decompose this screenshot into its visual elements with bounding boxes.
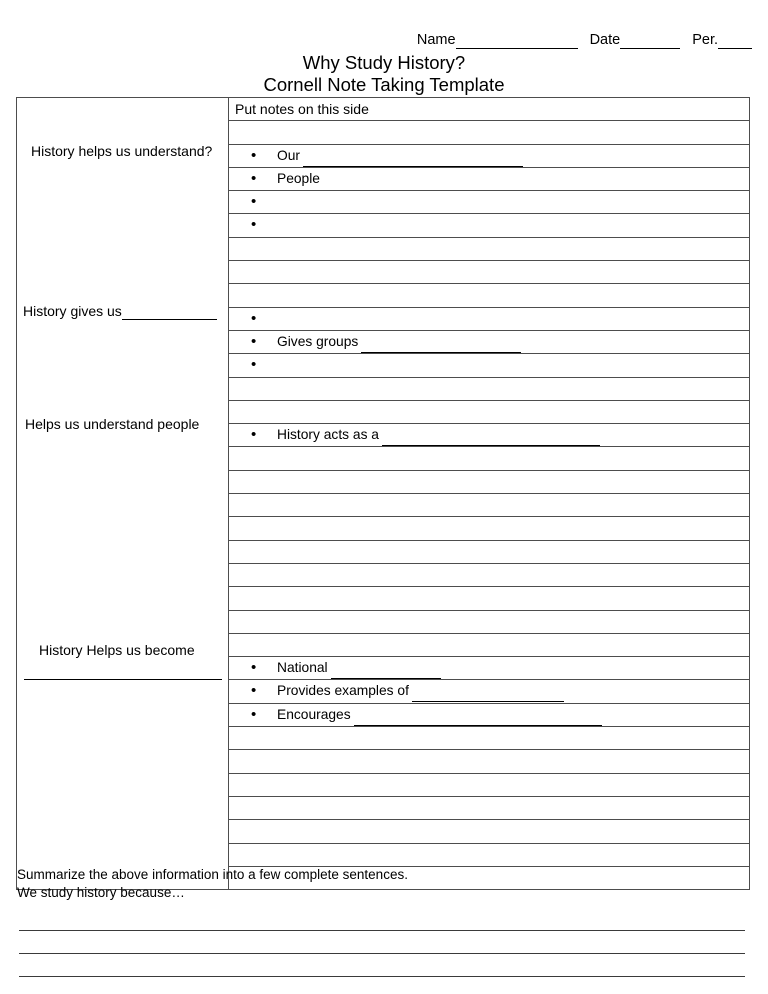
notes-row-bullet[interactable] — [229, 330, 750, 353]
bullet-blank-rule[interactable] — [382, 434, 600, 446]
notes-row-blank[interactable] — [229, 796, 750, 819]
page-subtitle: Cornell Note Taking Template — [263, 74, 505, 95]
name-input-rule[interactable] — [456, 36, 578, 49]
page-title: Why Study History? — [302, 52, 466, 73]
period-input-rule[interactable] — [718, 36, 752, 49]
bullet-text: Our — [277, 145, 523, 167]
notes-row-blank[interactable] — [229, 400, 750, 423]
bullet-icon: • — [251, 169, 257, 187]
notes-row-blank[interactable] — [229, 447, 750, 470]
notes-row-bullet[interactable] — [229, 167, 750, 190]
notes-row-bullet[interactable] — [229, 354, 750, 377]
bullet-text: National — [277, 657, 441, 679]
bullet-text: Encourages — [277, 704, 602, 726]
period-field-label: Per. — [692, 32, 718, 48]
notes-row-blank[interactable] — [229, 261, 750, 284]
notes-row-blank[interactable] — [229, 587, 750, 610]
bullet-icon: • — [251, 216, 257, 234]
notes-row-blank[interactable] — [229, 470, 750, 493]
notes-row-blank[interactable] — [229, 610, 750, 633]
bullet-blank-rule[interactable] — [361, 341, 521, 353]
summary-prompt: We study history because… — [17, 884, 185, 900]
summary-instruction: Summarize the above information into a few complete sentences. — [17, 867, 408, 882]
notes-row-blank[interactable] — [229, 563, 750, 586]
summary-write-lines[interactable] — [19, 908, 745, 977]
notes-row-bullet[interactable] — [229, 424, 750, 447]
bullet-icon: • — [251, 659, 257, 677]
notes-row-blank[interactable] — [229, 633, 750, 656]
cue-label-2: History gives us — [23, 302, 217, 320]
notes-row-bullet[interactable] — [229, 657, 750, 680]
notes-row-bullet[interactable] — [229, 214, 750, 237]
bullet-blank-rule[interactable] — [412, 690, 564, 702]
notes-row-blank[interactable] — [229, 377, 750, 400]
name-field-label: Name — [416, 32, 456, 48]
bullet-text: History acts as a — [277, 424, 600, 446]
cue-column[interactable] — [17, 98, 229, 890]
cornell-note-body — [17, 98, 750, 890]
cue-label-1: History helps us understand? — [31, 143, 213, 159]
table-first-row — [17, 98, 750, 121]
notes-row-blank[interactable] — [229, 727, 750, 750]
bullet-icon: • — [251, 309, 257, 327]
notes-row-blank[interactable] — [229, 773, 750, 796]
cornell-note-table — [16, 97, 750, 890]
bullet-icon: • — [251, 193, 257, 211]
bullet-blank-rule[interactable] — [303, 155, 523, 167]
notes-row-bullet[interactable] — [229, 144, 750, 167]
bullet-icon: • — [251, 705, 257, 723]
notes-column-header: Put notes on this side — [229, 98, 750, 121]
date-field-label: Date — [589, 32, 621, 48]
bullet-blank-rule[interactable] — [331, 667, 441, 679]
notes-row-blank[interactable] — [229, 843, 750, 866]
bullet-icon: • — [251, 356, 257, 374]
date-input-rule[interactable] — [620, 36, 680, 49]
summary-line-2[interactable] — [19, 931, 745, 954]
notes-row-blank[interactable] — [229, 121, 750, 144]
notes-row-bullet[interactable] — [229, 680, 750, 703]
cue-label-3: Helps us understand people — [25, 416, 200, 432]
summary-section — [17, 866, 747, 901]
notes-row-blank[interactable] — [229, 494, 750, 517]
notes-row-bullet[interactable] — [229, 703, 750, 726]
cue-label-4-blank[interactable] — [24, 678, 222, 680]
notes-row-bullet[interactable] — [229, 307, 750, 330]
notes-row-blank[interactable] — [229, 517, 750, 540]
summary-line-3[interactable] — [19, 954, 745, 977]
summary-line-1[interactable] — [19, 908, 745, 931]
cue-label-4: History Helps us become — [39, 642, 195, 658]
bullet-icon: • — [251, 426, 257, 444]
notes-row-blank[interactable] — [229, 284, 750, 307]
notes-row-blank[interactable] — [229, 237, 750, 260]
bullet-blank-rule[interactable] — [354, 714, 602, 726]
notes-row-bullet[interactable] — [229, 191, 750, 214]
bullet-text: Provides examples of — [277, 680, 564, 702]
bullet-icon: • — [251, 332, 257, 350]
bullet-icon: • — [251, 146, 257, 164]
cue-label-2-blank[interactable] — [122, 307, 217, 320]
notes-row-blank[interactable] — [229, 540, 750, 563]
student-info-bar — [0, 32, 752, 49]
notes-row-blank[interactable] — [229, 820, 750, 843]
bullet-icon: • — [251, 682, 257, 700]
bullet-text: People — [277, 170, 320, 186]
bullet-text: Gives groups — [277, 331, 521, 353]
notes-row-blank[interactable] — [229, 750, 750, 773]
